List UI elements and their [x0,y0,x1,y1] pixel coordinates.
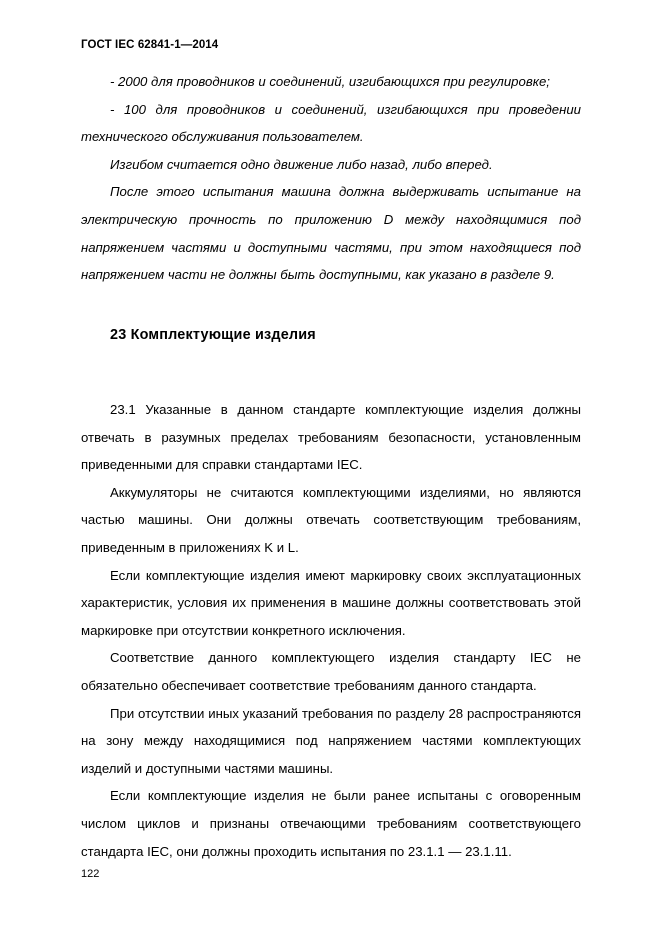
intro-paragraph: Изгибом считается одно движение либо назад, либо вперед. [110,156,493,172]
intro-paragraph: После этого испытания машина должна выдерживать испытание на электрическую прочность по приложению D между находящимися под напряжением частями и доступными частями, при этом находящиеся под напряжением части не должны быть доступными, как указано в разделе 9. [81,184,581,283]
intro-text-block [81,68,581,289]
section-title: 23 Комплектующие изделия [110,327,316,343]
standard-header: ГОСТ IEC 62841-1—2014 [81,39,219,51]
intro-paragraph: - 2000 для проводников и соединений, изгибающихся при регулировке; [110,74,550,89]
page-number: 122 [81,868,100,880]
section-paragraph: Соответствие данного комплектующего изделия стандарту IEC не обязательно обеспечивает соответствие требованиям данного стандарта. [81,650,581,693]
section-paragraph: Если комплектующие изделия не были ранее испытаны с оговоренным числом циклов и признаны отвечающими требованиям соответствующего стандарта IEC, они должны проходить испытания по 23.1.1 — 23.1.11. [81,788,581,859]
section-paragraph: Если комплектующие изделия имеют маркировку своих эксплуатационных характеристик, условия их применения в машине должны соответствовать этой маркировке при отсутствии конкретного исключения. [81,567,581,638]
section-paragraph: При отсутствии иных указаний требования по разделу 28 распространяются на зону между находящимися под напряжением частями комплектующих изделий и доступными частями машины. [81,705,581,776]
section-text-block [81,396,581,865]
section-paragraph: Аккумуляторы не считаются комплектующими изделиями, но являются частью машины. Они должны отвечать соответствующим требованиям, приведенным в приложениях K и L. [81,484,581,555]
intro-paragraph: - 100 для проводников и соединений, изгибающихся при проведении технического обслуживания пользователем. [81,101,581,145]
section-paragraph: 23.1 Указанные в данном стандарте комплектующие изделия должны отвечать в разумных пределах требованиям безопасности, установленным приведенными для справки стандартами IEC. [81,402,581,473]
